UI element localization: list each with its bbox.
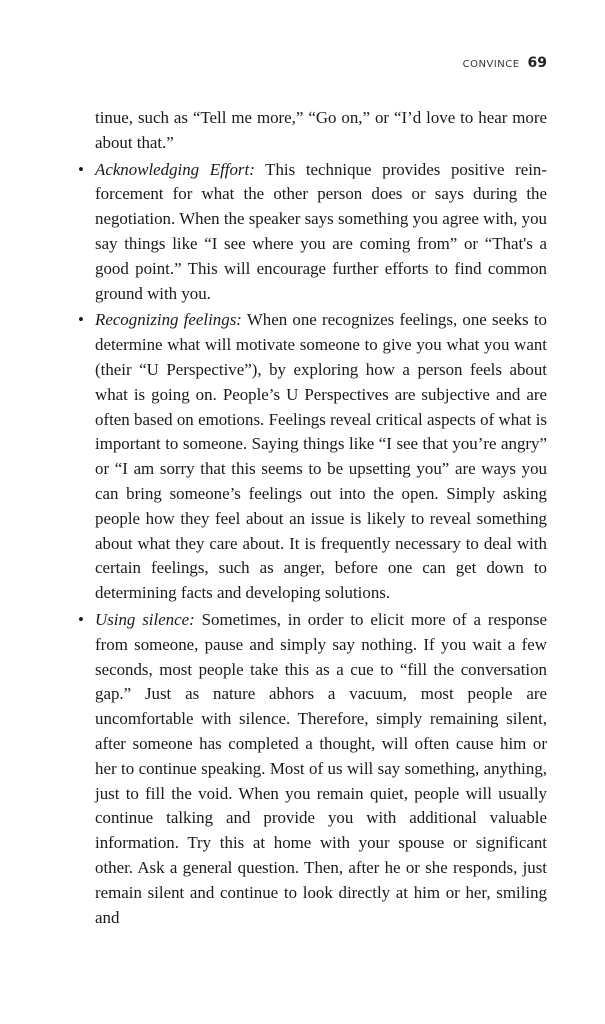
bullet-body: This technique provides positive reinforcement for what the other person does or says during the negotiation. When the speaker says something you agree with, you say things like “I see where you are coming from” or “That's a good point.” This will encourage further efforts to find common ground with you. (95, 159, 547, 303)
bullet-term: Acknowledging Effort: (95, 159, 255, 179)
bullet-dot-icon: • (78, 159, 84, 179)
bullet-dot-icon: • (78, 310, 84, 330)
bullet-body: Sometimes, in order to elicit more of a response from someone, pause and simply say nothing. If you wait a few seconds, most people take this as a cue to “fill the conversation gap.” Just as nature abhors a vacuum, most people are uncomfortable with silence. Therefore, simply remaining silent, after someone has completed a thought, will often cause him or her to continue speaking. Most of us will say something, anything, just to fill the void. When you remain quiet, people will usually continue talking and provide you with additional valuable information. Try this at home with your spouse or significant other. Ask a general question. Then, after he or she responds, just remain silent and continue to look directly at him or her, smiling and (95, 609, 547, 927)
page-body (75, 106, 547, 930)
bullet-term: Using silence: (95, 609, 195, 629)
bullet-item-using-silence (75, 608, 547, 930)
bullet-term: Recognizing feelings: (95, 310, 242, 330)
bullet-dot-icon: • (78, 609, 84, 629)
chapter-title: CONVINCE (462, 59, 520, 70)
bullet-item-recognizing-feelings (75, 308, 547, 606)
page-number: 69 (527, 55, 547, 71)
bullet-item-acknowledging-effort (75, 158, 547, 307)
continued-paragraph: tinue, such as “Tell me more,” “Go on,” or “I’d love to hear more about that.” (95, 108, 547, 152)
running-header (463, 55, 547, 71)
bullet-body: When one recognizes feelings, one seeks to determine what will motivate someone to give you what you want (their “U Perspective”), by exploring how a person feels about what is going on. People’s U Perspectives are subjective and are often based on emotions. Feelings reveal critical aspects of what is important to someone. Saying things like “I see that you’re angry” or “I am sorry that this seems to be upsetting you” are ways you can bring someone’s feelings out into the open. Simply asking people how they feel about an issue is likely to reveal something about what they care about. It is frequently necessary to deal with certain feelings, such as anger, before one can get down to determining facts and developing solutions. (95, 310, 547, 603)
